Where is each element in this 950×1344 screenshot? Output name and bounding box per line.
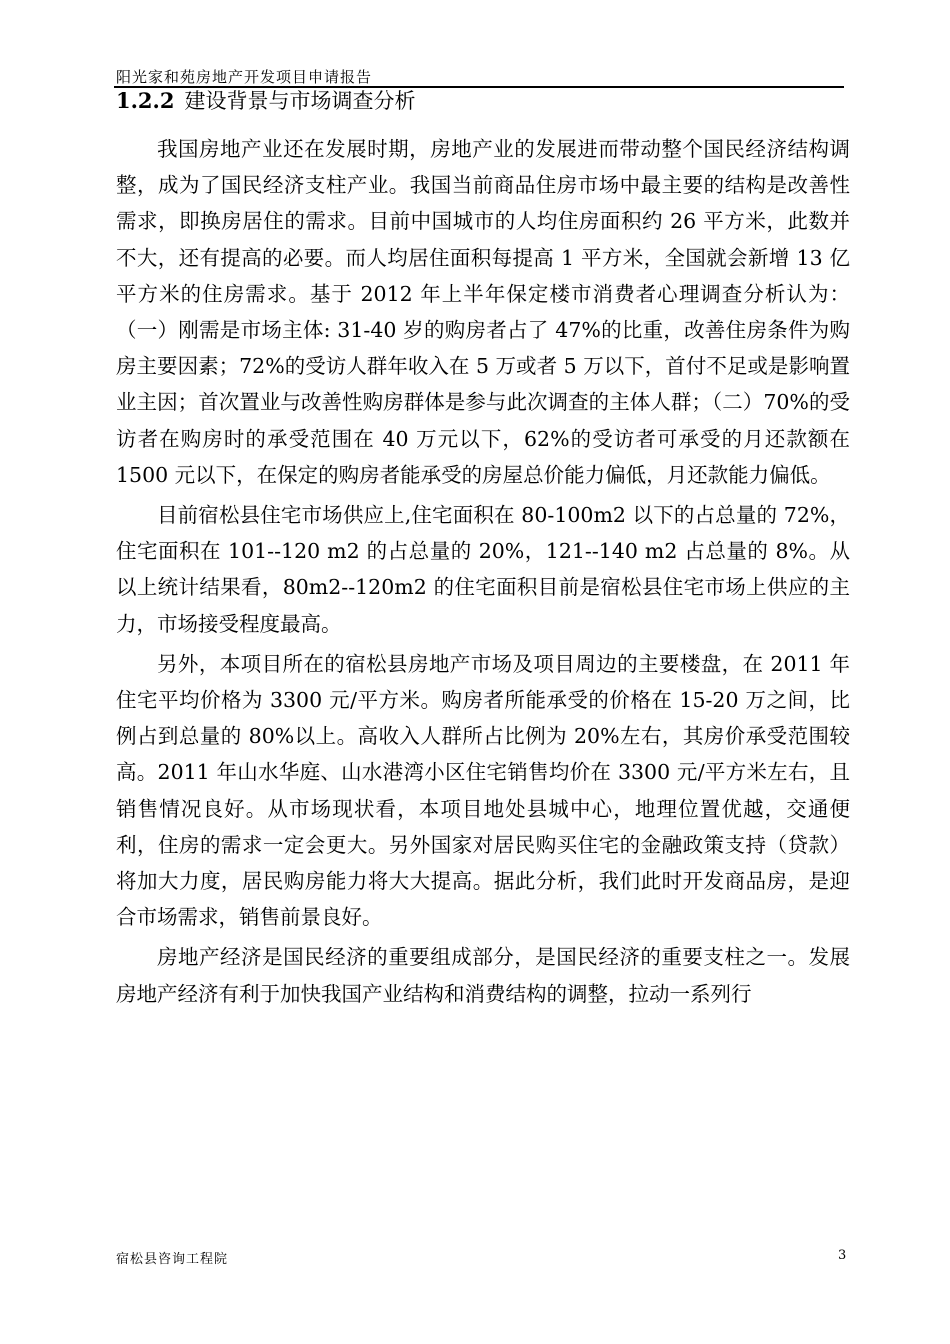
section-heading [116, 88, 415, 114]
section-title: 建设背景与市场调查分析 [184, 89, 416, 113]
section-number: 1.2.2 [116, 88, 175, 113]
paragraph: 另外，本项目所在的宿松县房地产市场及项目周边的主要楼盘，在 2011 年住宅平均价格为 3300 元/平方米。购房者所能承受的价格在 15-20 万之间，比例占到总量的 80%以上。高收入人群所占比例为 20%左右，其房价承受范围较高。2011 年山水华庭、山水港湾小区住宅销售均价在 3300 元/平方米左右，且销售情况良好。从市场现状看，本项目地处县城中心，地理位置优越，交通便利，住房的需求一定会更大。另外国家对居民购买住宅的金融政策支持（贷款）将加大力度，居民购房能力将大大提高。据此分析，我们此时开发商品房，是迎合市场需求，销售前景良好。 [116, 651, 850, 930]
paragraph: 目前宿松县住宅市场供应上,住宅面积在 80-100m2 以下的占总量的 72%，住宅面积在 101--120 m2 的占总量的 20%，121--140 m2 占总量的 8%。从以上统计结果看，80m2--120m2 的住宅面积目前是宿松县住宅市场上供应的主力，市场接受程度最高。 [116, 503, 850, 636]
body-text [116, 131, 850, 1016]
footer-organization: 宿松县咨询工程院 [116, 1252, 229, 1267]
page-number: 3 [838, 1248, 847, 1263]
paragraph: 房地产经济是国民经济的重要组成部分，是国民经济的重要支柱之一。发展房地产经济有利于加快我国产业结构和消费结构的调整，拉动一系列行 [116, 945, 850, 1006]
paragraph: 我国房地产业还在发展时期，房地产业的发展进而带动整个国民经济结构调整，成为了国民经济支柱产业。我国当前商品住房市场中最主要的结构是改善性需求，即换房居住的需求。目前中国城市的人均住房面积约 26 平方米，此数并不大，还有提高的必要。而人均居住面积每提高 1 平方米，全国就会新增 13 亿平方米的住房需求。基于 2012 年上半年保定楼市消费者心理调查分析认为：（一）刚需是市场主体: 31-40 岁的购房者占了 47%的比重，改善住房条件为购房主要因素；72%的受访人群年收入在 5 万或者 5 万以下，首付不足或是影响置业主因；首次置业与改善性购房群体是参与此次调查的主体人群；（二）70%的受访者在购房时的承受范围在 40 万元以下，62%的受访者可承受的月还款额在 1500 元以下，在保定的购房者能承受的房屋总价能力偏低，月还款能力偏低。 [116, 137, 850, 487]
running-header: 阳光家和苑房地产开发项目申请报告 [116, 68, 373, 86]
